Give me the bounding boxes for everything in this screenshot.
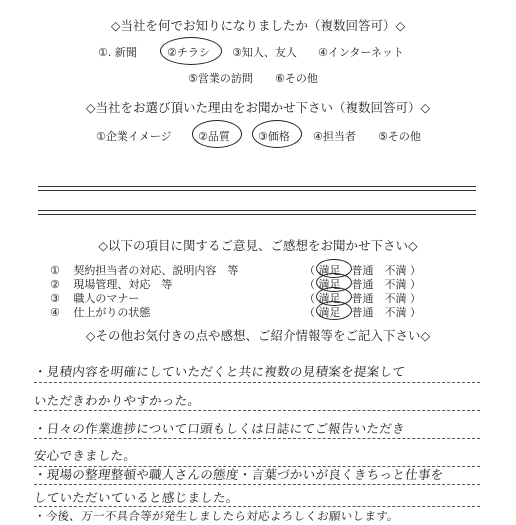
divider	[38, 214, 476, 215]
option-quality: ②品質	[198, 130, 230, 143]
item-label: 契約担当者の対応、説明内容 等	[73, 264, 239, 277]
selection-circle	[316, 301, 352, 320]
selection-circle	[160, 37, 222, 65]
selection-circle	[192, 120, 242, 148]
writing-line	[34, 484, 480, 485]
handwritten-line: ・日々の作業進捗について口頭もしくは日誌にてご報告いただき	[33, 421, 406, 436]
rating-choices: （ 満足 普通 不満 ）	[304, 278, 421, 291]
divider	[38, 190, 476, 191]
handwritten-line: していただいていると感じました。	[33, 490, 240, 505]
question-4-title: ◇その他お気付きの点や感想、ご紹介情報等をご記入下さい◇	[85, 328, 431, 343]
item-label: 職人のマナー	[73, 292, 140, 305]
selection-circle	[252, 120, 302, 148]
option-corporate-image: ①企業イメージ	[96, 130, 172, 143]
writing-line	[34, 438, 480, 439]
option-newspaper: ①. 新聞	[98, 46, 137, 59]
option-acquaintance: ③知人、友人	[232, 46, 297, 59]
option-price: ③価格	[258, 130, 290, 143]
question-2-title: ◇当社をお選び頂いた理由をお聞かせ下さい（複数回答可）◇	[85, 100, 431, 115]
item-number: ②	[50, 278, 60, 291]
rating-choices: （ 満足 普通 不満 ）	[304, 264, 421, 277]
handwritten-line: ・今後、万一不具合等が発生しましたら対応よろしくお願いします。	[33, 509, 400, 523]
writing-line	[34, 382, 480, 383]
rating-choices: （ 満足 普通 不満 ）	[304, 292, 421, 305]
question-3-title: ◇以下の項目に関するご意見、ご感想をお聞かせ下さい◇	[98, 238, 418, 253]
handwritten-line: いただきわかりやすかった。	[33, 393, 202, 408]
handwritten-line: 安心できました。	[33, 448, 138, 463]
option-other: ⑥その他	[275, 72, 318, 85]
handwritten-line: ・現場の整理整頓や職人さんの態度・言葉づかいが良くきちっと仕事を	[33, 467, 445, 482]
rating-choices: （ 満足 普通 不満 ）	[304, 306, 421, 319]
option-staff: ④担当者	[313, 130, 356, 143]
divider	[38, 186, 476, 187]
handwritten-line: ・見積内容を明確にしていただくと共に複数の見積案を提案して	[33, 364, 406, 379]
item-label: 現場管理、対応 等	[73, 278, 173, 291]
option-sales-visit: ⑤営業の訪問	[188, 72, 253, 85]
item-number: ④	[50, 306, 60, 319]
writing-line	[34, 506, 480, 507]
writing-line	[34, 410, 480, 411]
question-1-title: ◇当社を何でお知りになりましたか（複数回答可）◇	[110, 18, 406, 33]
divider	[38, 210, 476, 211]
item-number: ③	[50, 292, 60, 305]
rating-row	[50, 304, 150, 320]
item-number: ①	[50, 264, 60, 277]
option-other: ⑤その他	[378, 130, 421, 143]
option-flyer: ②チラシ	[167, 46, 210, 59]
item-label: 仕上がりの状態	[73, 306, 151, 319]
option-internet: ④インターネット	[318, 46, 404, 59]
